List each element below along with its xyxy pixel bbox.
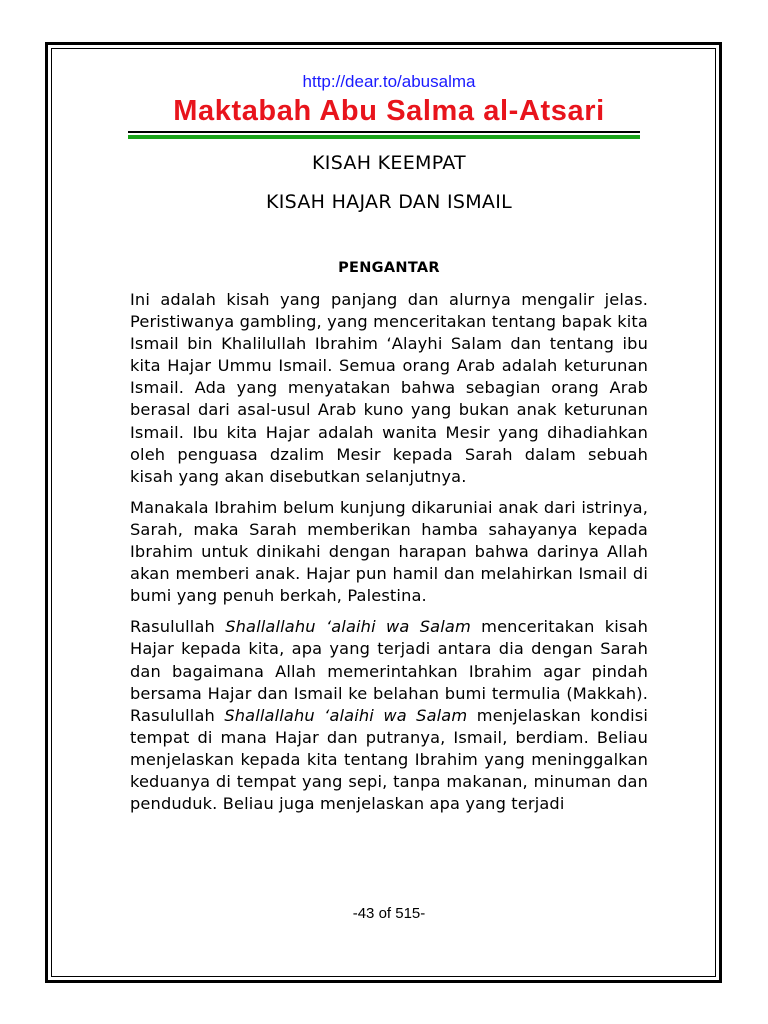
body-text <box>130 289 648 824</box>
chapter-number: KISAH KEEMPAT <box>312 152 466 174</box>
paragraph-3 <box>130 616 648 815</box>
chapter-title: KISAH HAJAR DAN ISMAIL <box>266 191 512 213</box>
paragraph-3-text: Rasulullah <box>130 617 226 637</box>
section-heading: PENGANTAR <box>338 260 440 276</box>
honorific-italic: Shallallahu ‘alaihi wa Salam <box>225 617 471 637</box>
page-number: -43 of 515- <box>352 905 426 922</box>
paragraph-3-text: menceritakan kisah Hajar kepada kita, apa yang terjadi antara dia dengan Sarah dan bagaimana Allah memerintahkan Ibrahim agar pindah bersama Hajar dan Ismail ke belahan bumi termulia (Makkah). Rasulullah <box>130 617 648 725</box>
paragraph-2: Manakala Ibrahim belum kunjung dikaruniai anak dari istrinya, Sarah, maka Sarah memberikan hamba sahayanya kepada Ibrahim untuk dinikahi dengan harapan bahwa darinya Allah akan memberi anak. Hajar pun hamil dan melahirkan Ismail di bumi yang penuh berkah, Palestina. <box>130 497 648 606</box>
paragraph-1: Ini adalah kisah yang panjang dan alurnya mengalir jelas. Peristiwanya gambling, yang menceritakan tentang bapak kita Ismail bin Khalilullah Ibrahim ‘Alayhi Salam dan tentang ibu kita Hajar Ummu Ismail. Semua orang Arab adalah keturunan Ismail. Ada yang menyatakan bahwa sebagian orang Arab berasal dari asal-usul Arab kuno yang bukan anak keturunan Ismail. Ibu kita Hajar adalah wanita Mesir yang dihadiahkan oleh penguasa dzalim Mesir kepada Sarah dalam sebuah kisah yang akan disebutkan selanjutnya. <box>130 290 648 486</box>
header-rule-black <box>128 131 640 133</box>
honorific-italic: Shallallahu ‘alaihi wa Salam <box>224 705 468 725</box>
header-title: Maktabah Abu Salma al-Atsari <box>173 95 605 127</box>
header-url-link[interactable]: http://dear.to/abusalma <box>302 72 476 91</box>
header-rule-green <box>128 135 640 139</box>
paragraph-3-text: menjelaskan kondisi tempat di mana Hajar dan putranya, Ismail, berdiam. Beliau menjelaskan kepada kita tentang Ibrahim yang meninggalkan keduanya di tempat yang sepi, tanpa makanan, minuman dan penduduk. Beliau juga menjelaskan apa yang terjadi <box>130 705 649 814</box>
